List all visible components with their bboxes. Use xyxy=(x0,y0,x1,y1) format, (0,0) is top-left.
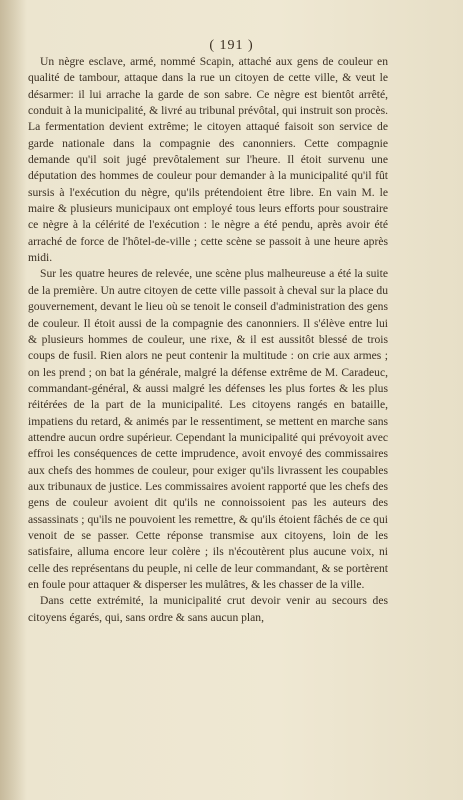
page-edge-shadow xyxy=(0,0,26,800)
paragraph-1: Un nègre esclave, armé, nommé Scapin, attaché aux gens de couleur en qualité de tambour, attaque dans la rue un citoyen de cette ville, & veut le désarmer: il lui arrache la garde de son sabre. Ce nègre est bientôt arrêté, conduit à la municipalité, & livré au tribunal prévôtal, qui instruit son procès. La fermentation devient extrême; le citoyen attaqué faisoit son service de garde nationale dans la compagnie des canonniers. Cette compagnie demande qu'il soit jugé prevôtalement sur l'heure. Il étoit survenu une députation des hommes de couleur pour demander à la municipalité qu'il fût sursis à l'exécution du nègre, qu'ils prétendoient être libre. En vain M. le maire & plusieurs municipaux ont employé tous leurs efforts pour soustraire ce nègre à la célérité de l'exécution : le nègre a été pendu, après avoir été arraché de force de l'hôtel-de-ville ; cette scène se passoit à une heure après midi. xyxy=(28,55,388,265)
page-body xyxy=(28,54,388,626)
paragraph-3: Dans cette extrémité, la municipalité crut devoir venir au secours des citoyens égarés, qui, sans ordre & sans aucun plan, xyxy=(28,594,388,624)
page-number: ( 191 ) xyxy=(209,38,254,53)
paragraph-2: Sur les quatre heures de relevée, une scène plus malheureuse a été la suite de la première. Un autre citoyen de cette ville passoit à cheval sur la place du gouvernement, devant le lieu où se tenoit le conseil d'administration des gens de couleur. Il étoit aussi de la compagnie des canonniers. Il s'élève entre lui & plusieurs hommes de couleur, une rixe, & il est aussitôt blessé de trois coups de fusil. Rien alors ne peut contenir la multitude : on crie aux armes ; on les prend ; on bat la générale, malgré la défense extrême de M. Caradeuc, commandant-général, & aussi malgré les défenses les plus fortes & les plus réitérées de la part de la municipalité. Les citoyens rangés en bataille, impatiens du retard, & animés par le ressentiment, se mettent en marche sans attendre aucun ordre supérieur. Cependant la municipalité qui prévoyoit avec effroi les conséquences de cette imprudence, avoit envoyé des commissaires aux chefs des hommes de couleur, pour exiger qu'ils livrassent les coupables aux tribunaux de justice. Les commissaires avoient rapporté que les chefs des gens de couleur avoient dit qu'ils ne connoissoient pas les auteurs des assassinats ; qu'ils ne pouvoient les remettre, & qu'ils étoient fâchés de ce qui venoit de se passer. Cette réponse transmise aux citoyens, loin de les satisfaire, alluma encore leur colère ; ils n'écoutèrent plus aucune voix, ni celle des représentans du peuple, ni celle de leur commandant, & se portèrent en foule pour attaquer & disperser les mulâtres, & les chasser de la ville. xyxy=(28,267,388,591)
